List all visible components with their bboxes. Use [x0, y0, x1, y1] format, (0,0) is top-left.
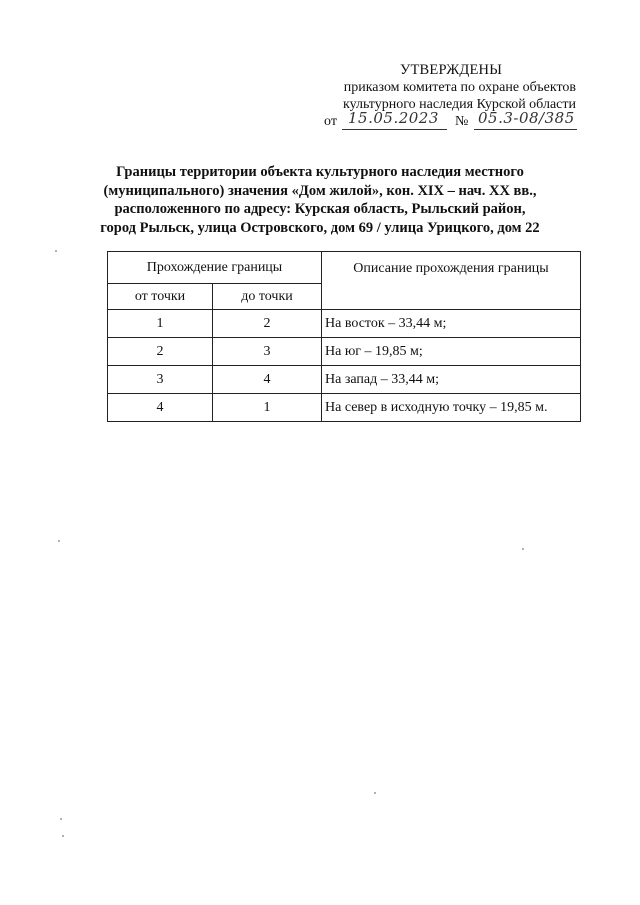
boundary-table [107, 251, 581, 422]
document-title [70, 163, 570, 237]
table-row [108, 394, 581, 422]
title-line-4: город Рыльск, улица Островского, дом 69 / улица Урицкого, дом 22 [100, 219, 540, 236]
scan-speck [58, 540, 60, 542]
table-row [108, 310, 581, 338]
date-value: 15.05.2023 [348, 109, 439, 127]
number-label: № [455, 114, 469, 129]
cell-to: 2 [213, 310, 322, 338]
table-header-row [108, 252, 581, 284]
header-boundary-passage: Прохождение границы [108, 252, 322, 284]
approval-heading: УТВЕРЖДЕНЫ [400, 62, 503, 78]
number-underline [474, 129, 577, 130]
cell-from: 4 [108, 394, 213, 422]
scan-speck [60, 818, 62, 820]
header-to-point: до точки [213, 284, 322, 310]
approval-line-1: приказом комитета по охране объектов [343, 80, 576, 95]
header-description: Описание прохождения границы [322, 252, 581, 310]
number-value: 05.3-08/385 [478, 109, 575, 127]
date-underline [342, 129, 447, 130]
cell-description: На восток – 33,44 м; [322, 310, 581, 338]
approval-block [322, 62, 582, 133]
table-row [108, 366, 581, 394]
scan-speck [55, 250, 57, 252]
title-line-1: Границы территории объекта культурного наследия местного [116, 164, 524, 180]
cell-to: 4 [213, 366, 322, 394]
cell-to: 1 [213, 394, 322, 422]
header-from-point: от точки [108, 284, 213, 310]
cell-to: 3 [213, 338, 322, 366]
date-label: от [324, 114, 337, 129]
cell-from: 1 [108, 310, 213, 338]
title-line-2: (муниципального) значения «Дом жилой», кон. XIX – нач. XX вв., [103, 182, 537, 199]
approval-line-2: культурного наследия Курской области [342, 97, 576, 112]
scan-speck [522, 548, 524, 550]
scan-speck [62, 835, 64, 837]
cell-description: На юг – 19,85 м; [322, 338, 581, 366]
cell-description: На запад – 33,44 м; [322, 366, 581, 394]
title-line-3: расположенного по адресу: Курская область, Рыльский район, [114, 201, 526, 217]
scan-speck [374, 792, 376, 794]
cell-from: 3 [108, 366, 213, 394]
approval-date-number-row [322, 109, 582, 133]
cell-from: 2 [108, 338, 213, 366]
table-row [108, 338, 581, 366]
cell-description: На север в исходную точку – 19,85 м. [322, 394, 581, 422]
